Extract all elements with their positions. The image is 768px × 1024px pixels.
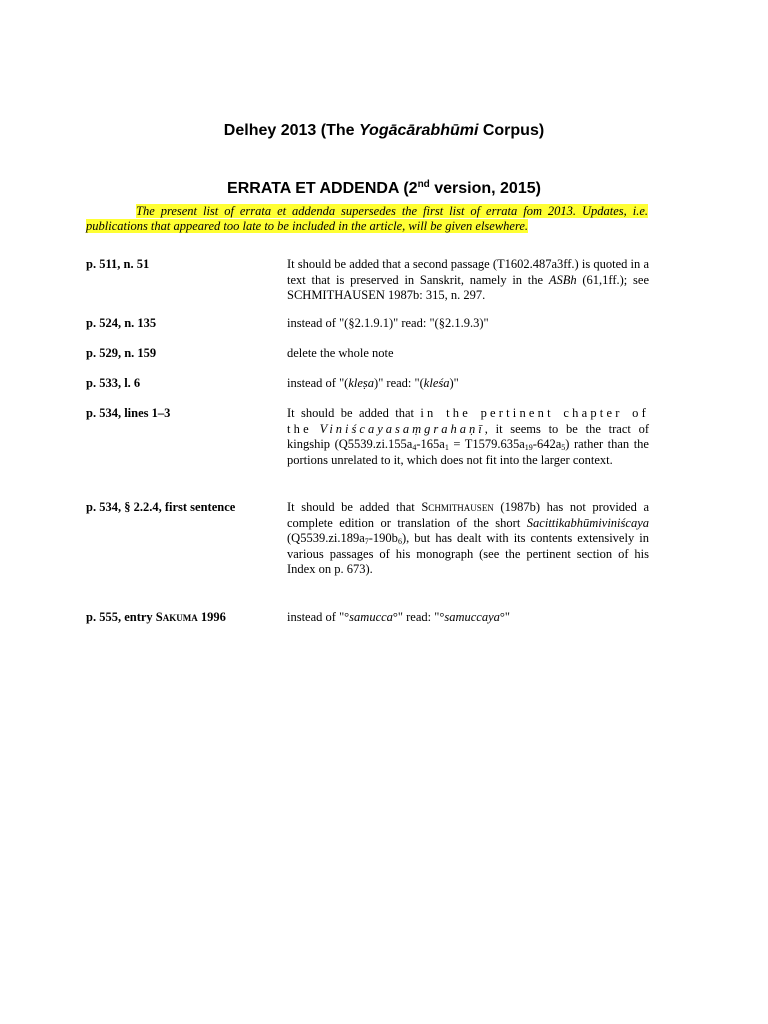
text-italic: ASBh (548, 272, 577, 287)
text-subscript: 1 (444, 443, 449, 452)
text-part: (1987b) has not provided a complete edition or translation of the short (287, 500, 649, 530)
entry-reference: p. 524, n. 135 (86, 316, 157, 330)
entry-text: delete the whole note (287, 346, 394, 360)
text-smallcaps: Schmithausen (421, 500, 494, 514)
text-italic: Sacittikabhūmiviniścaya (526, 515, 649, 530)
text-part: °" (499, 610, 511, 624)
text-italic: samucca (349, 610, 393, 624)
text-part: (61,1ff.); see SCHMITHAUSEN 1987b: 315, n. 297. (287, 272, 649, 302)
notice-highlight: The present list of errata et addenda supersedes the first list of errata fom 2013. Updates, i.e. publications that appeared too late to be included in the article, will be given elsewhere. (86, 204, 648, 233)
title-text-end: Corpus) (478, 122, 545, 139)
text-part: , it seems to be the tract of kingship (Q5539.zi.155a (287, 421, 649, 451)
title-text: Delhey 2013 (The (223, 122, 359, 139)
entry-reference: p. 534, § 2.2.4, first sentence (86, 500, 236, 514)
errata-heading-text: ERRATA ET ADDENDA (2 (227, 180, 418, 197)
text-part: instead of "° (287, 610, 350, 624)
document-title (0, 122, 768, 140)
ref-part: 1996 (197, 610, 226, 624)
text-part: It should be added that (287, 406, 421, 420)
text-subscript: 19 (524, 443, 533, 452)
text-subscript: 6 (397, 537, 402, 546)
text-part: instead of "( (287, 376, 349, 390)
ref-smallcaps: Sakuma (155, 610, 198, 624)
text-part: -190b (368, 531, 398, 545)
entry-text: instead of "(§2.1.9.1)" read: "(§2.1.9.3)" (287, 316, 489, 330)
entry-text (287, 376, 649, 392)
entry-reference: p. 533, l. 6 (86, 376, 141, 390)
text-subscript: 5 (561, 443, 566, 452)
errata-heading-text-end: version, 2015) (429, 180, 541, 197)
entry-text (287, 610, 649, 626)
text-part: ) rather than the portions unrelated to it, which does not fit into the larger context. (287, 437, 649, 467)
text-italic: kleśa (423, 376, 450, 390)
text-italic: kleṣa (348, 376, 375, 390)
entry-reference (86, 610, 286, 626)
text-spaced-italic: Viniścayasaṃgrahaṇī (319, 421, 485, 436)
entry-reference: p. 534, lines 1–3 (86, 406, 171, 420)
text-part: )" read: "( (374, 376, 424, 390)
notice-paragraph (86, 204, 648, 234)
text-italic: samuccaya (444, 610, 500, 624)
errata-heading-sup: nd (417, 179, 430, 190)
text-spaced: in the pertinent chapter of the (287, 406, 649, 436)
text-part: °" read: "° (392, 610, 445, 624)
text-part: = T1579.635a (448, 437, 525, 451)
entry-reference: p. 529, n. 159 (86, 346, 157, 360)
entry-text (287, 406, 649, 468)
text-subscript: 4 (412, 443, 417, 452)
text-part: (Q5539.zi.189a (287, 531, 365, 545)
entry-text (287, 500, 649, 578)
text-subscript: 7 (364, 537, 369, 546)
entry-reference: p. 511, n. 51 (86, 257, 150, 271)
title-italic: Yogācārabhūmi (358, 122, 479, 139)
text-part: It should be added that a second passage (T1602.487a3ff.) is quoted in a text that is preserved in Sanskrit, namely in the (287, 257, 649, 287)
text-part (312, 422, 320, 436)
text-part: It should be added that (287, 500, 422, 514)
text-part: ), but has dealt with its contents extensively in various passages of his monograph (see the pertinent section of his Index on p. 673). (287, 531, 649, 576)
text-part: -642a (532, 437, 562, 451)
ref-part: p. 555, entry (86, 610, 156, 624)
text-part: )" (449, 376, 459, 390)
entry-text (287, 257, 649, 304)
errata-heading (0, 180, 768, 198)
text-part: -165a (416, 437, 445, 451)
